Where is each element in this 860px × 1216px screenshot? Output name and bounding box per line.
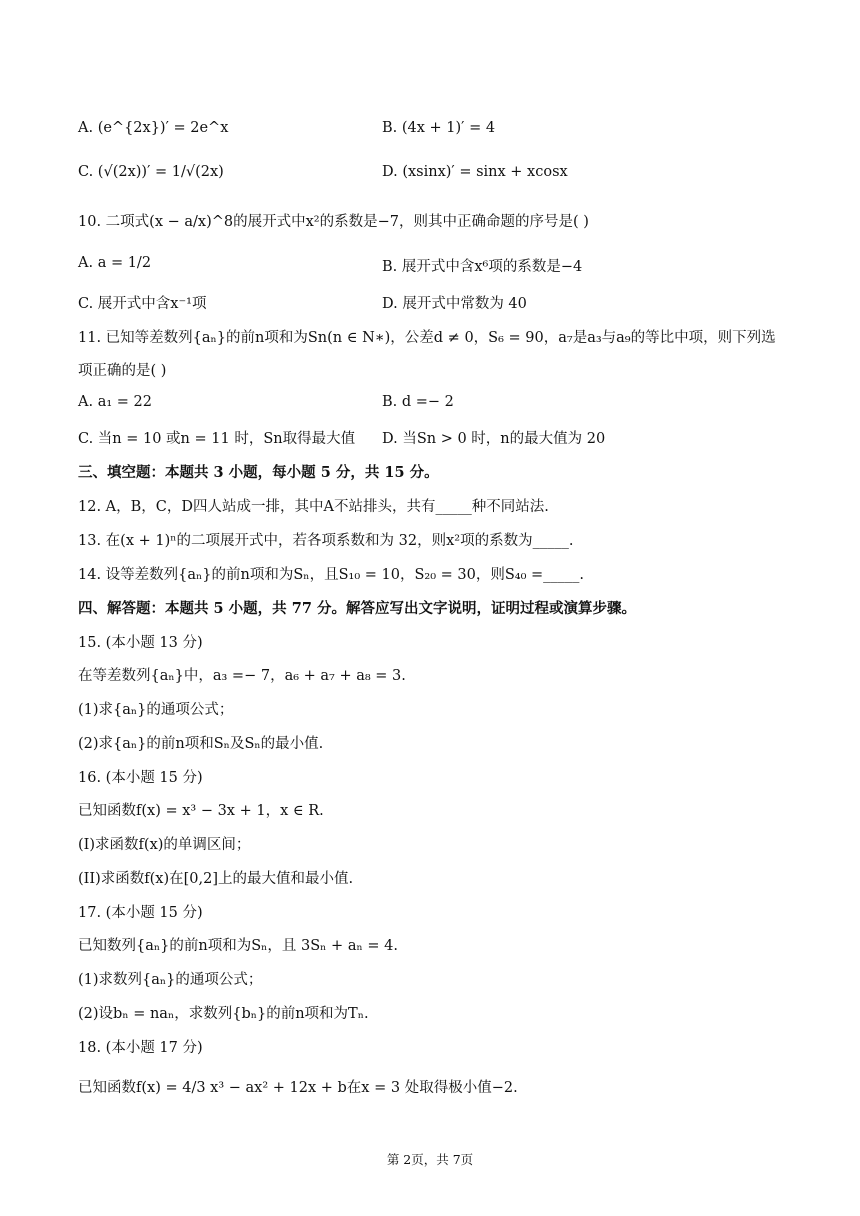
q10-stem: 10. 二项式(x − a/x)^8的展开式中x²的系数是−7，则其中正确命题的序号是( ) xyxy=(78,214,589,230)
q16-stem: 已知函数f(x) = x³ − 3x + 1，x ∈ R. xyxy=(78,803,324,819)
q15-head: 15. (本小题 13 分) xyxy=(78,635,203,651)
page-footer: 第 2页，共 7页 xyxy=(386,1152,474,1167)
q14: 14. 设等差数列{aₙ}的前n项和为Sₙ，且S₁₀ = 10，S₂₀ = 30，则S₄₀ =_____. xyxy=(78,567,585,583)
q16-part1: (I)求函数f(x)的单调区间； xyxy=(78,837,251,853)
q15-stem: 在等差数列{aₙ}中，a₃ =− 7，a₆ + a₇ + a₈ = 3. xyxy=(78,668,406,684)
q17-part2: (2)设bₙ = naₙ，求数列{bₙ}的前n项和为Tₙ. xyxy=(78,1006,369,1022)
q13: 13. 在(x + 1)ⁿ的二项展开式中，若各项系数和为 32，则x²项的系数为_____. xyxy=(78,533,574,549)
q16-part2: (II)求函数f(x)在[0,2]上的最大值和最小值. xyxy=(78,871,354,887)
q11-option-b: B. d =− 2 xyxy=(382,394,454,410)
q11-option-d: D. 当Sn > 0 时，n的最大值为 20 xyxy=(382,431,606,447)
section-4-heading: 四、解答题：本题共 5 小题，共 77 分。解答应写出文字说明，证明过程或演算步骤。 xyxy=(78,600,636,617)
q12: 12. A，B，C，D四人站成一排，其中A不站排头，共有_____种不同站法. xyxy=(78,499,549,515)
q18-head: 18. (本小题 17 分) xyxy=(78,1040,203,1056)
q11-stem-line1: 11. 已知等差数列{aₙ}的前n项和为Sn(n ∈ N∗)，公差d ≠ 0，S₆ = 90，a₇是a₃与a₉的等比中项，则下列选 xyxy=(78,330,776,346)
q18-stem: 已知函数f(x) = 4/3 x³ − ax² + 12x + b在x = 3 处取得极小值−2. xyxy=(78,1080,518,1096)
q17-head: 17. (本小题 15 分) xyxy=(78,905,203,921)
q10-option-a: A. a = 1/2 xyxy=(78,255,152,271)
q17-stem: 已知数列{aₙ}的前n项和为Sₙ，且 3Sₙ + aₙ = 4. xyxy=(78,938,398,954)
q9-option-d: D. (xsinx)′ = sinx + xcosx xyxy=(382,164,568,180)
q15-part1: (1)求{aₙ}的通项公式； xyxy=(78,702,234,718)
q10-option-b: B. 展开式中含x⁶项的系数是−4 xyxy=(382,259,583,275)
section-3-heading: 三、填空题：本题共 3 小题，每小题 5 分，共 15 分。 xyxy=(78,464,439,481)
q11-stem-line2: 项正确的是( ) xyxy=(78,363,167,379)
q9-option-a: A. (e^{2x})′ = 2e^x xyxy=(78,120,229,136)
q10-option-d: D. 展开式中常数为 40 xyxy=(382,296,527,312)
q16-head: 16. (本小题 15 分) xyxy=(78,770,203,786)
q17-part1: (1)求数列{aₙ}的通项公式； xyxy=(78,972,263,988)
q10-option-c: C. 展开式中含x⁻¹项 xyxy=(78,296,207,312)
q11-option-c: C. 当n = 10 或n = 11 时，Sn取得最大值 xyxy=(78,431,356,447)
q15-part2: (2)求{aₙ}的前n项和Sₙ及Sₙ的最小值. xyxy=(78,736,324,752)
q9-option-c: C. (√(2x))′ = 1/√(2x) xyxy=(78,164,224,180)
q11-option-a: A. a₁ = 22 xyxy=(78,394,152,410)
q9-option-b: B. (4x + 1)′ = 4 xyxy=(382,120,496,136)
